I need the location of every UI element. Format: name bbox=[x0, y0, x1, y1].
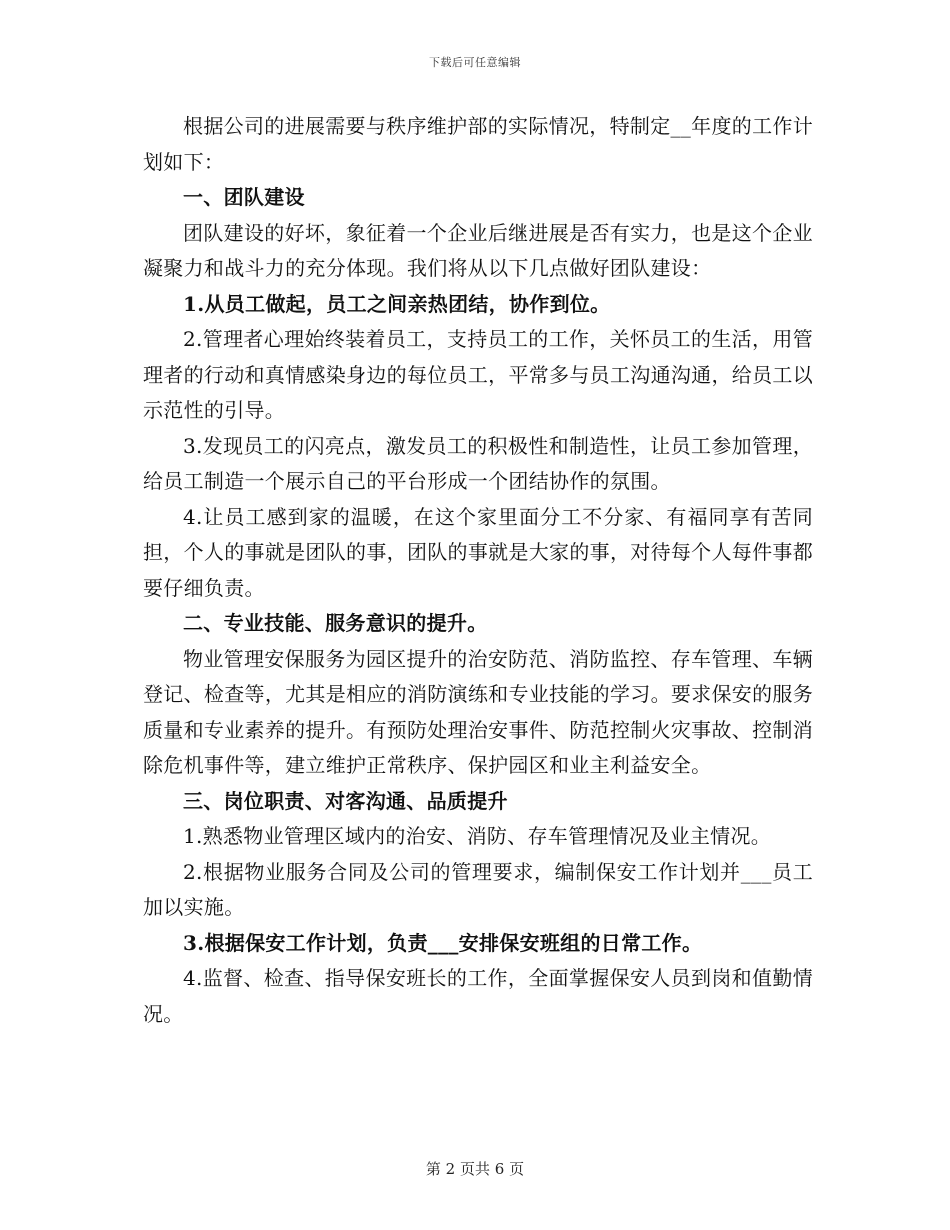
page-footer: 第 2 页共 6 页 bbox=[425, 1160, 525, 1178]
team-item-1: 1.从员工做起，员工之间亲热团结，协作到位。 bbox=[183, 291, 611, 316]
duties-item-4: 4.监督、检查、指导保安班长的工作，全面掌握保安人员到岗和值勤情况。 bbox=[143, 966, 813, 1026]
team-item-4: 4.让员工感到家的温暖，在这个家里面分工不分家、有福同享有苦同担，个人的事就是团队的事，团队的事就是大家的事，对待每个人每件事都要仔细负责。 bbox=[143, 504, 813, 600]
skills-paragraph: 物业管理安保服务为园区提升的治安防范、消防监控、存车管理、车辆登记、检查等，尤其是相应的消防演练和专业技能的学习。要求保安的服务质量和专业素养的提升。有预防处理治安事件、防范控制火灾事故、控制消除危机事件等，建立维护正常秩序、保护园区和业主利益安全。 bbox=[143, 646, 813, 777]
section-heading-skills: 二、专业技能、服务意识的提升。 bbox=[183, 611, 488, 635]
team-item-2: 2.管理者心理始终装着员工，支持员工的工作，关怀员工的生活，用管理者的行动和真情感染身边的每位员工，平常多与员工沟通沟通，给员工以示范性的引导。 bbox=[143, 327, 813, 422]
intro-paragraph: 根据公司的进展需要与秩序维护部的实际情况，特制定__年度的工作计划如下： bbox=[143, 114, 813, 174]
duties-item-2: 2.根据物业服务合同及公司的管理要求，编制保安工作计划并___员工加以实施。 bbox=[143, 859, 813, 919]
team-building-paragraph: 团队建设的好坏，象征着一个企业后继进展是否有实力，也是这个企业凝聚力和战斗力的充分体现。我们将从以下几点做好团队建设： bbox=[143, 220, 813, 280]
document-body bbox=[143, 109, 813, 1032]
team-item-3: 3.发现员工的闪亮点，激发员工的积极性和制造性，让员工参加管理，给员工制造一个展示自己的平台形成一个团结协作的氛围。 bbox=[143, 433, 813, 493]
section-heading-team-building: 一、团队建设 bbox=[183, 185, 305, 209]
page-header: 下载后可任意编辑 bbox=[429, 56, 521, 69]
duties-item-1: 1.熟悉物业管理区域内的治安、消防、存车管理情况及业主情况。 bbox=[183, 824, 772, 848]
duties-item-3: 3.根据保安工作计划，负责___安排保安班组的日常工作。 bbox=[183, 930, 703, 955]
section-heading-duties: 三、岗位职责、对客沟通、品质提升 bbox=[183, 788, 508, 813]
